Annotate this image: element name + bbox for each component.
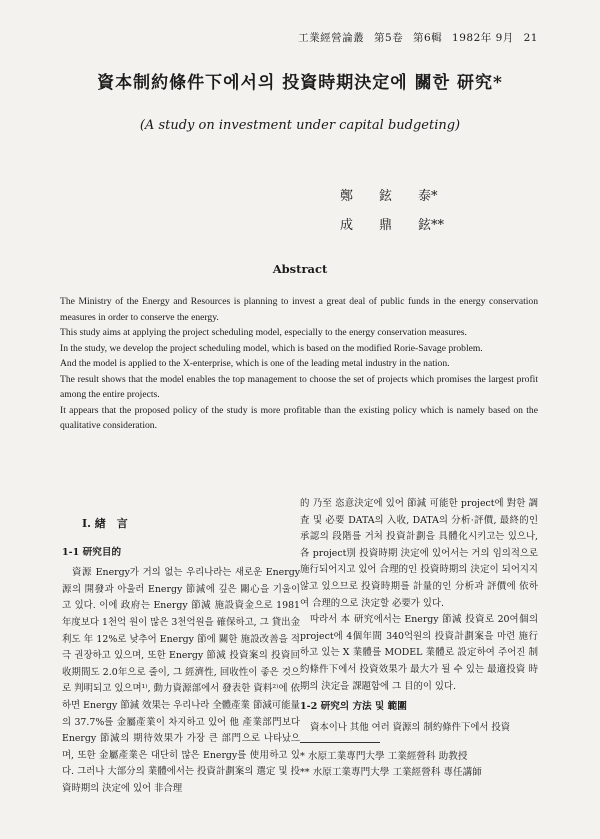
abstract-paragraph: The result shows that the model enables the top management to choose the set of projects which promises the largest profit among the entire projects. <box>60 373 538 400</box>
abstract-paragraph: And the model is applied to the X-enterprise, which is one of the leading metal industry in the nation. <box>60 358 450 369</box>
abstract-heading: Abstract <box>272 262 328 276</box>
abstract-paragraph: The Ministry of the Energy and Resources is planning to invest a great deal of public funds in the energy conservation measures in order to conserve the energy. <box>60 296 538 323</box>
author-list <box>340 182 540 240</box>
body-paragraph: 的 乃至 恣意決定에 있어 節減 可能한 project에 對한 調査 및 必要 DATA의 入收, DATA의 分析·評價, 最終的인 承認의 段階를 거처 投資計劃을 具體化시키고는 있으나, 各 project別 投資時期 決定에 있어서는 거의 임의적으로 施行되어지고 있어 合理的인 投資時期의 決定이 되어지지 않고 있으므로 投資時期를 計量的인 分析과 評價에 依하여 合理的으로 決定할 必要가 있다. <box>300 498 538 609</box>
abstract-paragraph: In the study, we develop the project scheduling model, which is based on the modified Rorie-Savage problem. <box>60 342 483 354</box>
subsection-heading-method: 1-2 研究의 方法 및 範圍 <box>300 701 407 713</box>
journal-issue: 第6輯 <box>413 32 443 44</box>
page-number: 21 <box>523 32 538 44</box>
abstract-paragraph: This study aims at applying the project scheduling model, especially to the energy conservation measures. <box>60 327 467 338</box>
paper-subtitle: (A study on investment under capital budgeting) <box>139 118 461 133</box>
author-2: 成 鼎 鉉** <box>340 218 445 233</box>
paper-title: 資本制約條件下에서의 投資時期決定에 關한 研究* <box>97 73 503 93</box>
abstract-body <box>60 294 538 434</box>
footnotes <box>300 742 482 781</box>
subsection-heading-purpose: 1-1 研究目的 <box>62 546 122 558</box>
journal-name: 工業經營論叢 <box>298 32 365 44</box>
footnote-2: ** 水原工業專門大學 工業經營科 專任講師 <box>300 767 482 779</box>
journal-date: 1982年 9月 <box>452 32 514 44</box>
right-column <box>300 496 538 781</box>
body-paragraph: 資源 Energy가 거의 없는 우리나라는 새로운 Energy 源의 開發과 아울러 Energy 節減에 깊은 關心을 기울이고 있다. 이에 政府는 Energy 節減 施設資金으로 1981年度보다 1천억 원이 많은 3천억원을 確保하고, 그 貸出金利도 年 12%로 낮추어 Energy 節에 關한 施設改善을 적극 권장하고 있으며, 또한 Energy 節減 投資案의 投資回收期間도 2.0年으로 줄이, 그 經濟性, 回收性이 좋은 것으로 判明되고 있으며¹⁾, 動力資源部에서 發表한 資料²⁾에 依하면 Energy 節減 效果는 우리나라 全體產業 節減可能量의 37.7%를 金屬產業이 차지하고 있어 他 產業部門보다 Energy 節減의 期待效果가 가장 큰 部門으로 나타났으며, 또한 金屬產業은 대단히 많은 Energy를 使用하고 있다. 그러나 大部分의 業體에서는 投資計劃案의 選定 및 投資時期의 決定에 있어 非合理 <box>62 567 300 794</box>
left-column <box>62 516 300 798</box>
section-heading-introduction: Ⅰ. 緖 言 <box>82 517 128 530</box>
running-head <box>292 30 538 45</box>
body-paragraph: 資本이나 其他 여러 資源의 制約條件下에서 投資 <box>310 721 511 733</box>
body-paragraph: 따라서 本 研究에서는 Energy 節減 投資로 20여個의 project에 4個年間 340억원의 投資計劃案을 마련 施行하고 있는 X 業體를 MODEL 業體로 設定하여 주어진 制約條件下에서 投資效果가 最大가 될 수 있는 最適投資 時期의 決定을 課題함에 그 目的이 있다. <box>300 614 538 692</box>
author-1: 鄭 鉉 泰* <box>340 189 438 204</box>
journal-volume: 第5卷 <box>373 32 404 44</box>
abstract-paragraph: It appears that the proposed policy of the study is more profitable than the existing policy which is namely based on the qualitative consideration. <box>60 404 538 431</box>
footnote-1: * 水原工業專門大學 工業經營科 助教授 <box>300 751 468 763</box>
